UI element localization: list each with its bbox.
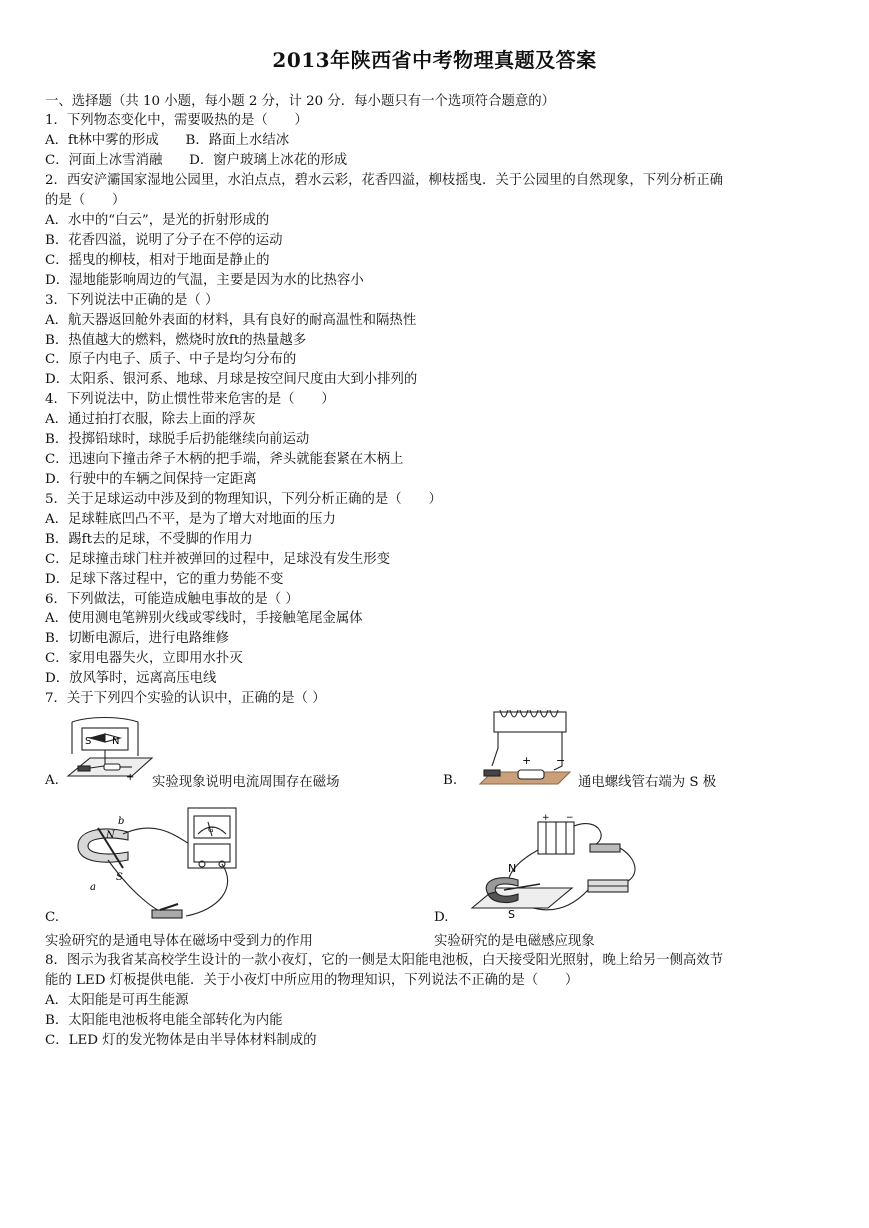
- q7-option-d-letter: D.: [434, 910, 449, 925]
- q6-option-c: C．家用电器失火，立即用水扑灭: [45, 651, 243, 666]
- q1-options-ab: A．ft林中雾的形成 B．路面上水结冰: [45, 133, 290, 148]
- fig-a-s-label: S: [85, 736, 92, 747]
- fig-c-s-label: S: [116, 872, 123, 883]
- fig-d-minus-label: −: [566, 813, 574, 823]
- q6-stem: 6．下列做法，可能造成触电事故的是（ ）: [45, 592, 299, 607]
- q3-stem: 3．下列说法中正确的是（ ）: [45, 293, 219, 308]
- figure-c-induction-experiment: [68, 798, 248, 930]
- fig-d-n-label: N: [508, 862, 517, 875]
- q5-option-d: D．足球下落过程中，它的重力势能不变: [45, 572, 284, 587]
- fig-c-a-label: a: [90, 882, 96, 893]
- q6-option-a: A．使用测电笔辨别火线或零线时，手接触笔尾金属体: [45, 611, 363, 626]
- fig-a-n-label: N: [112, 736, 120, 747]
- page-title: 2013年陕西省中考物理真题及答案: [272, 48, 597, 72]
- q7-option-d-text: 实验研究的是电磁感应现象: [434, 934, 595, 949]
- q4-option-a: A．通过拍打衣服，除去上面的浮灰: [45, 412, 256, 427]
- q2-option-b: B．花香四溢，说明了分子在不停的运动: [45, 233, 283, 248]
- fig-a-plus-label: +: [126, 772, 135, 783]
- q2-stem-cont: 的是（ ）: [45, 193, 126, 208]
- q4-option-b: B．投掷铅球时，球脱手后扔能继续向前运动: [45, 432, 310, 447]
- q2-option-d: D．湿地能影响周边的气温，主要是因为水的比热容小: [45, 273, 364, 288]
- q7-option-a-letter: A.: [45, 773, 59, 788]
- q6-option-d: D．放风筝时，远离高压电线: [45, 671, 217, 686]
- fig-c-n-label: N: [106, 830, 115, 841]
- q4-option-c: C．迅速向下撞击斧子木柄的把手端，斧头就能套紧在木柄上: [45, 452, 404, 467]
- q7-option-c-text: 实验研究的是通电导体在磁场中受到力的作用: [45, 934, 313, 949]
- fig-b-minus-label: −: [556, 754, 566, 767]
- q5-option-c: C．足球撞击球门柱并被弹回的过程中，足球没有发生形变: [45, 552, 391, 567]
- q8-option-c: C．LED 灯的发光物体是由半导体材料制成的: [45, 1033, 317, 1048]
- figure-b-solenoid-circuit: [470, 706, 580, 792]
- q1-stem: 1．下列物态变化中，需要吸热的是（ ）: [45, 113, 308, 128]
- q7-option-b-text: 通电螺线管右端为 S 极: [578, 775, 717, 790]
- q8-stem: 8．图示为我省某高校学生设计的一款小夜灯，它的一侧是太阳能电池板，白天接受阳光照射，晚上给另一侧高效节: [45, 953, 724, 968]
- q7-option-b-letter: B.: [443, 773, 458, 788]
- q8-option-b: B．太阳能电池板将电能全部转化为内能: [45, 1013, 283, 1028]
- q2-option-a: A．水中的“白云”，是光的折射形成的: [45, 213, 270, 228]
- q6-option-b: B．切断电源后，进行电路维修: [45, 631, 229, 646]
- q7-option-c-letter: C.: [45, 910, 60, 925]
- q5-option-b: B．踢ft去的足球，不受脚的作用力: [45, 532, 253, 547]
- fig-c-g-label: G: [208, 826, 214, 834]
- fig-c-b-label: b: [118, 816, 125, 827]
- q4-stem: 4．下列说法中，防止惯性带来危害的是（ ）: [45, 392, 335, 407]
- q4-option-d: D．行驶中的车辆之间保持一定距离: [45, 472, 257, 487]
- q3-option-b: B．热值越大的燃料，燃烧时放ft的热量越多: [45, 333, 307, 348]
- q7-option-a-text: 实验现象说明电流周围存在磁场: [152, 775, 340, 790]
- q3-option-a: A．航天器返回舱外表面的材料，具有良好的耐高温性和隔热性: [45, 313, 417, 328]
- q3-option-c: C．原子内电子、质子、中子是均匀分布的: [45, 352, 297, 367]
- fig-d-plus-label: +: [542, 813, 550, 823]
- q2-option-c: C．摇曳的柳枝，相对于地面是静止的: [45, 253, 270, 268]
- fig-d-s-label: S: [508, 908, 515, 921]
- fig-b-plus-label: +: [522, 754, 532, 767]
- q7-stem: 7．关于下列四个实验的认识中，正确的是（ ）: [45, 691, 326, 706]
- q8-option-a: A．太阳能是可再生能源: [45, 993, 189, 1008]
- figure-d-motor-experiment: [470, 810, 655, 930]
- q3-option-d: D．太阳系、银河系、地球、月球是按空间尺度由大到小排列的: [45, 372, 418, 387]
- q5-option-a: A．足球鞋底凹凸不平，是为了增大对地面的压力: [45, 512, 336, 527]
- q5-stem: 5．关于足球运动中涉及到的物理知识，下列分析正确的是（ ）: [45, 492, 442, 507]
- figure-a-oersted-experiment: [60, 714, 155, 794]
- q2-stem: 2．西安浐灞国家湿地公园里，水泊点点，碧水云彩，花香四溢，柳枝摇曳．关于公园里的自然现象，下列分析正确: [45, 173, 724, 188]
- q8-stem-cont: 能的 LED 灯板提供电能．关于小夜灯中所应用的物理知识，下列说法不正确的是（ ）: [45, 973, 579, 988]
- q1-options-cd: C．河面上冰雪消融 D．窗户玻璃上冰花的形成: [45, 153, 348, 168]
- section-header: 一、选择题（共 10 小题，每小题 2 分，计 20 分．每小题只有一个选项符合题意的）: [45, 94, 556, 109]
